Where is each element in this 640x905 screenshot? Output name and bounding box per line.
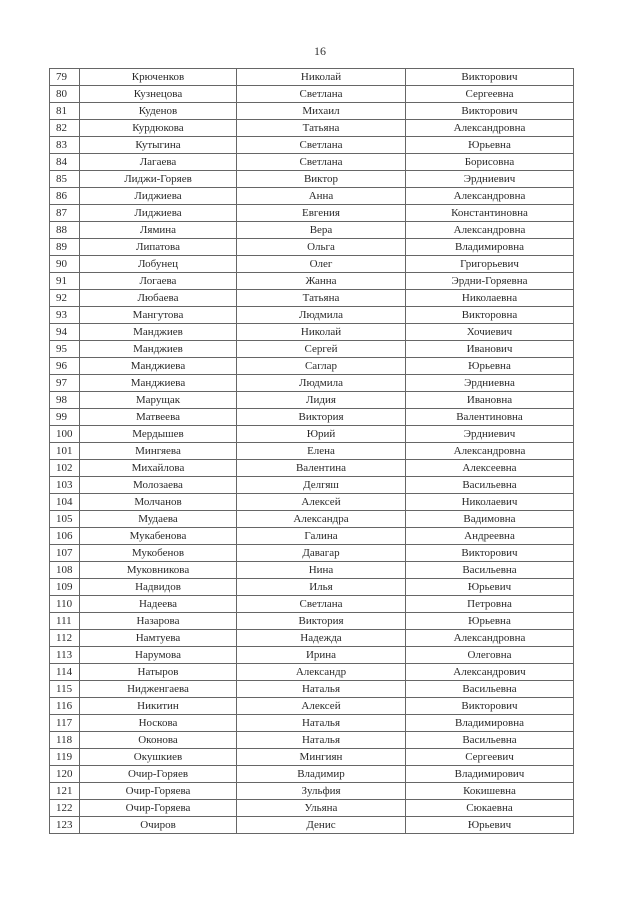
table-row xyxy=(50,86,574,103)
last-name: Михайлова xyxy=(80,460,237,477)
row-number: 106 xyxy=(50,528,80,545)
row-number: 86 xyxy=(50,188,80,205)
row-number: 108 xyxy=(50,562,80,579)
row-number: 91 xyxy=(50,273,80,290)
patronymic: Эрдниевич xyxy=(406,426,574,443)
first-name: Светлана xyxy=(237,596,406,613)
row-number: 95 xyxy=(50,341,80,358)
table-row xyxy=(50,154,574,171)
row-number: 110 xyxy=(50,596,80,613)
last-name: Никитин xyxy=(80,698,237,715)
last-name: Мердышев xyxy=(80,426,237,443)
table-row xyxy=(50,783,574,800)
row-number: 99 xyxy=(50,409,80,426)
row-number: 104 xyxy=(50,494,80,511)
row-number: 97 xyxy=(50,375,80,392)
table-row xyxy=(50,545,574,562)
row-number: 84 xyxy=(50,154,80,171)
row-number: 98 xyxy=(50,392,80,409)
row-number: 115 xyxy=(50,681,80,698)
roster-body xyxy=(50,69,574,834)
first-name: Александр xyxy=(237,664,406,681)
last-name: Манджиев xyxy=(80,341,237,358)
patronymic: Константиновна xyxy=(406,205,574,222)
table-row xyxy=(50,528,574,545)
row-number: 122 xyxy=(50,800,80,817)
table-row xyxy=(50,103,574,120)
patronymic: Викторович xyxy=(406,545,574,562)
row-number: 101 xyxy=(50,443,80,460)
last-name: Муковникова xyxy=(80,562,237,579)
table-row xyxy=(50,477,574,494)
last-name: Намтуева xyxy=(80,630,237,647)
table-row xyxy=(50,307,574,324)
last-name: Мукабенова xyxy=(80,528,237,545)
table-row xyxy=(50,341,574,358)
patronymic: Эрдни-Горяевна xyxy=(406,273,574,290)
first-name: Ульяна xyxy=(237,800,406,817)
table-row xyxy=(50,273,574,290)
table-row xyxy=(50,324,574,341)
row-number: 87 xyxy=(50,205,80,222)
last-name: Любаева xyxy=(80,290,237,307)
first-name: Наталья xyxy=(237,715,406,732)
row-number: 88 xyxy=(50,222,80,239)
table-row xyxy=(50,613,574,630)
patronymic: Хочиевич xyxy=(406,324,574,341)
last-name: Натыров xyxy=(80,664,237,681)
first-name: Татьяна xyxy=(237,120,406,137)
last-name: Нидженгаева xyxy=(80,681,237,698)
table-row xyxy=(50,715,574,732)
last-name: Лиджиева xyxy=(80,205,237,222)
last-name: Молозаева xyxy=(80,477,237,494)
table-row xyxy=(50,647,574,664)
row-number: 118 xyxy=(50,732,80,749)
patronymic: Алексеевна xyxy=(406,460,574,477)
first-name: Виктор xyxy=(237,171,406,188)
last-name: Нарумова xyxy=(80,647,237,664)
first-name: Лидия xyxy=(237,392,406,409)
last-name: Кутыгина xyxy=(80,137,237,154)
patronymic: Юрьевна xyxy=(406,613,574,630)
row-number: 116 xyxy=(50,698,80,715)
row-number: 103 xyxy=(50,477,80,494)
last-name: Логаева xyxy=(80,273,237,290)
first-name: Давагар xyxy=(237,545,406,562)
row-number: 93 xyxy=(50,307,80,324)
last-name: Очир-Горяева xyxy=(80,800,237,817)
last-name: Надвидов xyxy=(80,579,237,596)
patronymic: Эрдниевич xyxy=(406,171,574,188)
first-name: Михаил xyxy=(237,103,406,120)
patronymic: Николаевич xyxy=(406,494,574,511)
first-name: Делгяш xyxy=(237,477,406,494)
patronymic: Александровна xyxy=(406,120,574,137)
table-row xyxy=(50,69,574,86)
row-number: 119 xyxy=(50,749,80,766)
patronymic: Викторовна xyxy=(406,307,574,324)
patronymic: Юрьевна xyxy=(406,358,574,375)
table-row xyxy=(50,749,574,766)
patronymic: Викторович xyxy=(406,103,574,120)
first-name: Валентина xyxy=(237,460,406,477)
table-row xyxy=(50,562,574,579)
first-name: Людмила xyxy=(237,375,406,392)
row-number: 114 xyxy=(50,664,80,681)
patronymic: Сергеевна xyxy=(406,86,574,103)
first-name: Людмила xyxy=(237,307,406,324)
table-row xyxy=(50,426,574,443)
first-name: Илья xyxy=(237,579,406,596)
patronymic: Сюкаевна xyxy=(406,800,574,817)
patronymic: Ивановна xyxy=(406,392,574,409)
table-row xyxy=(50,375,574,392)
row-number: 102 xyxy=(50,460,80,477)
row-number: 92 xyxy=(50,290,80,307)
table-row xyxy=(50,120,574,137)
patronymic: Владимирович xyxy=(406,766,574,783)
row-number: 96 xyxy=(50,358,80,375)
patronymic: Сергеевич xyxy=(406,749,574,766)
patronymic: Петровна xyxy=(406,596,574,613)
table-row xyxy=(50,817,574,834)
row-number: 121 xyxy=(50,783,80,800)
last-name: Лобунец xyxy=(80,256,237,273)
table-row xyxy=(50,494,574,511)
table-row xyxy=(50,290,574,307)
row-number: 107 xyxy=(50,545,80,562)
patronymic: Александрович xyxy=(406,664,574,681)
first-name: Вера xyxy=(237,222,406,239)
last-name: Назарова xyxy=(80,613,237,630)
last-name: Кузнецова xyxy=(80,86,237,103)
first-name: Саглар xyxy=(237,358,406,375)
table-row xyxy=(50,239,574,256)
roster-table xyxy=(49,68,574,834)
last-name: Курдюкова xyxy=(80,120,237,137)
first-name: Мингиян xyxy=(237,749,406,766)
row-number: 109 xyxy=(50,579,80,596)
patronymic: Владимировна xyxy=(406,715,574,732)
first-name: Ирина xyxy=(237,647,406,664)
row-number: 85 xyxy=(50,171,80,188)
last-name: Мингяева xyxy=(80,443,237,460)
first-name: Анна xyxy=(237,188,406,205)
first-name: Надежда xyxy=(237,630,406,647)
first-name: Светлана xyxy=(237,137,406,154)
table-row xyxy=(50,511,574,528)
patronymic: Олеговна xyxy=(406,647,574,664)
first-name: Алексей xyxy=(237,494,406,511)
row-number: 113 xyxy=(50,647,80,664)
patronymic: Васильевна xyxy=(406,732,574,749)
row-number: 105 xyxy=(50,511,80,528)
patronymic: Васильевна xyxy=(406,477,574,494)
table-row xyxy=(50,664,574,681)
last-name: Манджиев xyxy=(80,324,237,341)
first-name: Николай xyxy=(237,324,406,341)
patronymic: Александровна xyxy=(406,222,574,239)
table-row xyxy=(50,460,574,477)
row-number: 81 xyxy=(50,103,80,120)
patronymic: Юрьевич xyxy=(406,579,574,596)
table-row xyxy=(50,188,574,205)
table-row xyxy=(50,256,574,273)
row-number: 123 xyxy=(50,817,80,834)
first-name: Виктория xyxy=(237,613,406,630)
patronymic: Кокишевна xyxy=(406,783,574,800)
table-row xyxy=(50,579,574,596)
last-name: Крюченков xyxy=(80,69,237,86)
last-name: Молчанов xyxy=(80,494,237,511)
last-name: Мудаева xyxy=(80,511,237,528)
last-name: Манджиева xyxy=(80,358,237,375)
table-row xyxy=(50,409,574,426)
row-number: 80 xyxy=(50,86,80,103)
last-name: Лиджи-Горяев xyxy=(80,171,237,188)
last-name: Лагаева xyxy=(80,154,237,171)
table-row xyxy=(50,681,574,698)
row-number: 120 xyxy=(50,766,80,783)
table-row xyxy=(50,137,574,154)
patronymic: Александровна xyxy=(406,443,574,460)
patronymic: Александровна xyxy=(406,630,574,647)
patronymic: Николаевна xyxy=(406,290,574,307)
last-name: Носкова xyxy=(80,715,237,732)
first-name: Алексей xyxy=(237,698,406,715)
patronymic: Григорьевич xyxy=(406,256,574,273)
first-name: Наталья xyxy=(237,732,406,749)
patronymic: Васильевна xyxy=(406,681,574,698)
last-name: Мангутова xyxy=(80,307,237,324)
table-row xyxy=(50,596,574,613)
patronymic: Вадимовна xyxy=(406,511,574,528)
last-name: Очир-Горяева xyxy=(80,783,237,800)
last-name: Матвеева xyxy=(80,409,237,426)
first-name: Олег xyxy=(237,256,406,273)
last-name: Мукобенов xyxy=(80,545,237,562)
first-name: Татьяна xyxy=(237,290,406,307)
first-name: Светлана xyxy=(237,86,406,103)
last-name: Надеева xyxy=(80,596,237,613)
first-name: Елена xyxy=(237,443,406,460)
first-name: Юрий xyxy=(237,426,406,443)
patronymic: Иванович xyxy=(406,341,574,358)
table-row xyxy=(50,698,574,715)
first-name: Галина xyxy=(237,528,406,545)
patronymic: Владимировна xyxy=(406,239,574,256)
first-name: Нина xyxy=(237,562,406,579)
first-name: Светлана xyxy=(237,154,406,171)
last-name: Куденов xyxy=(80,103,237,120)
patronymic: Юрьевна xyxy=(406,137,574,154)
table-row xyxy=(50,222,574,239)
table-row xyxy=(50,392,574,409)
first-name: Николай xyxy=(237,69,406,86)
first-name: Владимир xyxy=(237,766,406,783)
row-number: 112 xyxy=(50,630,80,647)
last-name: Окушкиев xyxy=(80,749,237,766)
table-row xyxy=(50,358,574,375)
row-number: 79 xyxy=(50,69,80,86)
table-row xyxy=(50,766,574,783)
row-number: 111 xyxy=(50,613,80,630)
row-number: 83 xyxy=(50,137,80,154)
patronymic: Борисовна xyxy=(406,154,574,171)
row-number: 117 xyxy=(50,715,80,732)
patronymic: Андреевна xyxy=(406,528,574,545)
table-row xyxy=(50,800,574,817)
first-name: Ольга xyxy=(237,239,406,256)
table-row xyxy=(50,630,574,647)
first-name: Александра xyxy=(237,511,406,528)
row-number: 94 xyxy=(50,324,80,341)
patronymic: Викторович xyxy=(406,69,574,86)
last-name: Лямина xyxy=(80,222,237,239)
patronymic: Валентиновна xyxy=(406,409,574,426)
patronymic: Юрьевич xyxy=(406,817,574,834)
row-number: 82 xyxy=(50,120,80,137)
first-name: Наталья xyxy=(237,681,406,698)
patronymic: Александровна xyxy=(406,188,574,205)
last-name: Очиров xyxy=(80,817,237,834)
patronymic: Васильевна xyxy=(406,562,574,579)
page-number: 16 xyxy=(314,44,326,58)
first-name: Денис xyxy=(237,817,406,834)
table-row xyxy=(50,171,574,188)
patronymic: Эрдниевна xyxy=(406,375,574,392)
first-name: Зульфия xyxy=(237,783,406,800)
row-number: 90 xyxy=(50,256,80,273)
row-number: 89 xyxy=(50,239,80,256)
row-number: 100 xyxy=(50,426,80,443)
last-name: Очир-Горяев xyxy=(80,766,237,783)
last-name: Манджиева xyxy=(80,375,237,392)
table-row xyxy=(50,732,574,749)
first-name: Виктория xyxy=(237,409,406,426)
last-name: Липатова xyxy=(80,239,237,256)
patronymic: Викторович xyxy=(406,698,574,715)
table-row xyxy=(50,205,574,222)
first-name: Жанна xyxy=(237,273,406,290)
last-name: Марущак xyxy=(80,392,237,409)
first-name: Евгения xyxy=(237,205,406,222)
table-row xyxy=(50,443,574,460)
last-name: Лиджиева xyxy=(80,188,237,205)
last-name: Оконова xyxy=(80,732,237,749)
first-name: Сергей xyxy=(237,341,406,358)
